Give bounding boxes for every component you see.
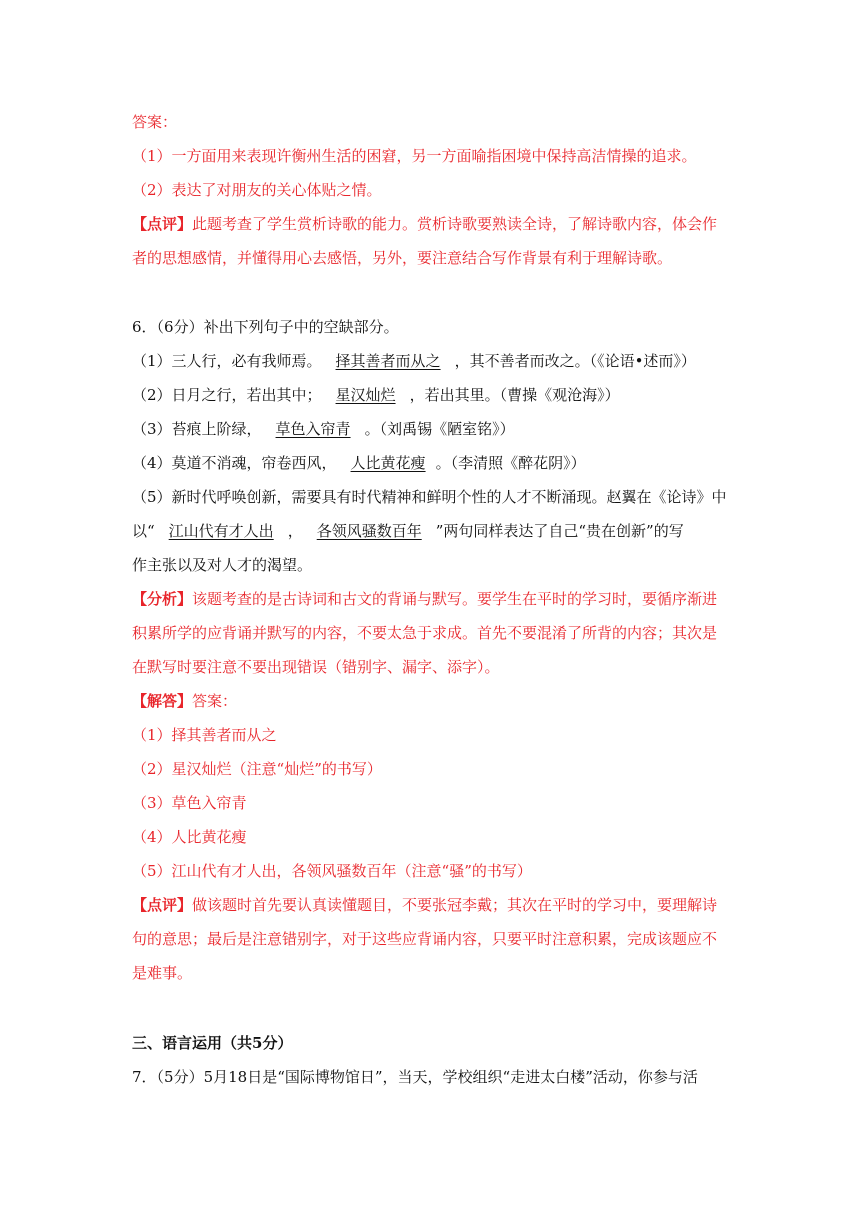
solution-item-3: （3）草色入帘青 <box>132 794 247 812</box>
q6-line-1-prefix: （1）三人行，必有我师焉。 <box>132 352 322 370</box>
q6-line-4 <box>132 452 742 474</box>
q6-comment-line-3: 是难事。 <box>132 964 193 982</box>
section-3-heading: 三、语言运用（共5分） <box>132 1034 293 1052</box>
q6-line-5-suffix: ”两句同样表达了自己“贵在创新”的写 <box>435 522 684 540</box>
analysis-line-1 <box>132 588 742 610</box>
solution-item-1: （1）择其善者而从之 <box>132 726 277 744</box>
q6-line-5-prefix: 以“ <box>132 522 155 540</box>
q6-comment-line-2: 句的意思；最后是注意错别字，对于这些应背诵内容，只要平时注意积累，完成该题应不 <box>132 930 718 948</box>
q6-blank-5b: 各领风骚数百年 <box>316 522 422 540</box>
q6-line-2-prefix: （2）日月之行，若出其中； <box>132 386 322 404</box>
q6-blank-2: 星汉灿烂 <box>335 386 396 404</box>
q6-line-5a: （5）新时代呼唤创新，需要具有时代精神和鲜明个性的人才不断涌现。赵翼在《论诗》中 <box>132 488 727 506</box>
solution-item-2: （2）星汉灿烂（注意“灿烂”的书写） <box>132 760 382 778</box>
answer-item-2: （2）表达了对朋友的关心体贴之情。 <box>132 181 382 199</box>
comment-text: 此题考查了学生赏析诗歌的能力。赏析诗歌要熟读全诗，了解诗歌内容，体会作 <box>192 215 718 233</box>
q6-blank-5a: 江山代有才人出 <box>168 522 274 540</box>
comment-line-2: 者的思想感情，并懂得用心去感悟，另外，要注意结合写作背景有利于理解诗歌。 <box>132 249 673 267</box>
q6-blank-1: 择其善者而从之 <box>335 352 441 370</box>
q6-line-4-prefix: （4）莫道不消魂，帘卷西风， <box>132 454 337 472</box>
q6-line-4-suffix: 。（李清照《醉花阴》） <box>435 454 586 472</box>
q6-line-5-mid: ， <box>287 522 303 540</box>
answer-label: 答案： <box>132 113 178 131</box>
q6-line-2-suffix: ，若出其里。（曹操《观沧海》） <box>409 386 620 404</box>
q6-comment-line-1 <box>132 894 742 916</box>
comment-line-1 <box>132 213 742 235</box>
q6-comment-tag: 【点评】 <box>132 896 193 914</box>
solution-line <box>132 690 742 712</box>
q6-line-1-suffix: ，其不善者而改之。（《论语•述而》） <box>454 352 696 370</box>
q6-line-3 <box>132 418 742 440</box>
solution-item-5: （5）江山代有才人出，各领风骚数百年（注意“骚”的书写） <box>132 862 532 880</box>
solution-label: 答案： <box>192 692 238 710</box>
answer-item-1: （1）一方面用来表现许衡州生活的困窘，另一方面喻指困境中保持高洁情操的追求。 <box>132 147 697 165</box>
question-6-stem: 6．（6分）补出下列句子中的空缺部分。 <box>132 318 399 336</box>
q6-line-3-prefix: （3）苔痕上阶绿， <box>132 420 262 438</box>
q6-line-5b <box>132 520 742 542</box>
q6-comment-text: 做该题时首先要认真读懂题目，不要张冠李戴；其次在平时的学习中，要理解诗 <box>192 896 718 914</box>
analysis-tag: 【分析】 <box>132 590 193 608</box>
analysis-text: 该题考查的是古诗词和古文的背诵与默写。要学生在平时的学习时，要循序渐进 <box>192 590 718 608</box>
question-7-stem: 7．（5分）5月18日是“国际博物馆日”，当天，学校组织“走进太白楼”活动，你参与活 <box>132 1068 698 1086</box>
solution-tag: 【解答】 <box>132 692 193 710</box>
q6-line-1 <box>132 350 742 372</box>
q6-line-2 <box>132 384 742 406</box>
q6-line-5c: 作主张以及对人才的渴望。 <box>132 556 313 574</box>
comment-tag: 【点评】 <box>132 215 193 233</box>
q6-blank-4: 人比黄花瘦 <box>350 454 426 472</box>
solution-item-4: （4）人比黄花瘦 <box>132 828 247 846</box>
analysis-line-3: 在默写时要注意不要出现错误（错别字、漏字、添字）。 <box>132 658 500 676</box>
q6-line-3-suffix: 。（刘禹锡《陋室铭》） <box>364 420 515 438</box>
analysis-line-2: 积累所学的应背诵并默写的内容，不要太急于求成。首先不要混淆了所背的内容；其次是 <box>132 624 718 642</box>
q6-blank-3: 草色入帘青 <box>275 420 351 438</box>
